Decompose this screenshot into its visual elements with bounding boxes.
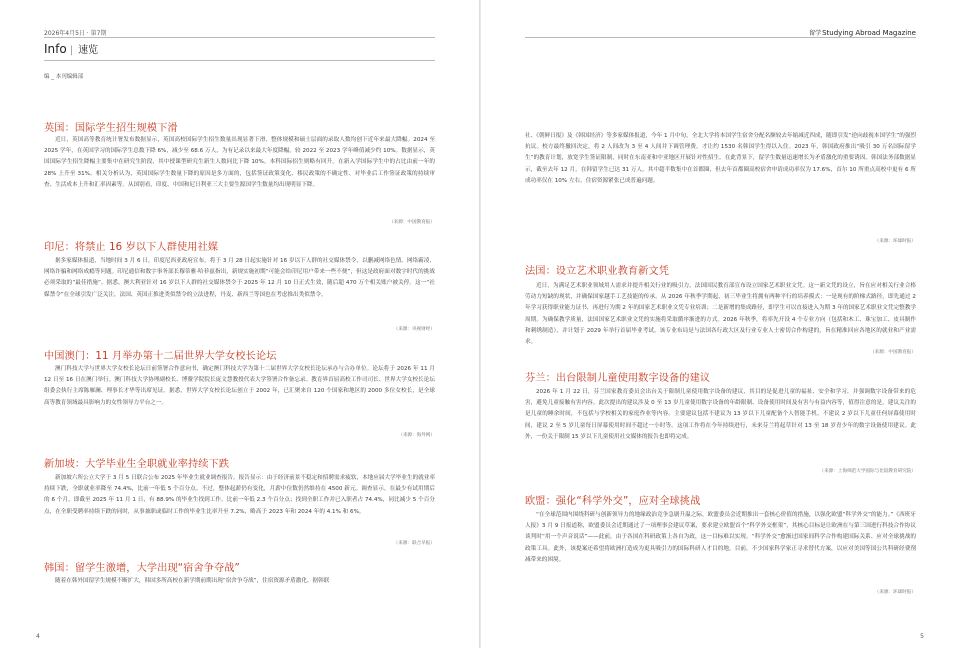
article-body: “在全球范围内围绕科研与创新领导力的地缘政治竞争急剧升温之际，欧盟委员会近期推出一套核心价值的措施，以强化欧盟“科学外交”的能力。”《西班牙人报》3 月 9 日报道称，欧盟委员会近期通过了一项理事会建议草案，要求建立欧盟首个“科学外交框架”，其核心目标是让欧洲在与第三国进行科技合作协议谈判时“用一个声音说话”——此前，由于各国在科研政策上各自为政，这一目标难以实现。“科学外交”愈渐过国家间科学合作构建国际关系、应对全球挑战的政策工具。此外，该提案还希望将欧洲打造成为更具吸引力的国际科研人才目的地，目前，不少国家科学家正寻求替代方案，以应对美国等国公共科研经费削减带来的困境。 bbox=[525, 512, 916, 563]
issue-date: 2026年4月5日 · 第7期 bbox=[44, 30, 107, 37]
article-body: 2026 年 1 月 22 日，芬兰国家教育委员会出台关于限制儿童使用数字设备的建议，其目的是促进儿童的福祉、安全和学习，并强调数字设备带来的危害，避免儿童接触有害内容。此次提出的建议涉及 0 至 13 岁儿童使用数字设备的年龄限制、设备使用时间及有害与有益内容等，值得注意的是，建议关注的是儿童的睡余时间，不包括与学校相关的家庭作业等内容。主要建议包括不建议为 13 岁以下儿童配备个人智能手机、不建议 2 岁以下儿童任何屏幕使用时间，建议 2 至 5 岁儿童每日屏幕使用时间不超过一小时等。这项工作将在今年持续进行，未来芬兰将起草针对 13 至 18 岁青少年的数字设备使用建议。此外，一份关于限制 15 岁以下儿童使用社交媒体的报告也即将完成。 bbox=[525, 389, 916, 440]
article-title: 欧盟：强化“科学外交”，应对全球挑战 bbox=[525, 496, 701, 507]
article-title: 印尼：将禁止 16 岁以下人群使用社媒 bbox=[44, 242, 219, 253]
section-title bbox=[44, 41, 98, 56]
article-source: （来源：中国教育报） bbox=[870, 350, 916, 355]
article-source: （来源：海外网） bbox=[398, 433, 435, 438]
article-source: （来源：央视财经） bbox=[393, 327, 435, 332]
magazine-name-text: Studying Abroad Magazine bbox=[822, 29, 916, 37]
article-body: 近日，英国高等教育统计署发布数据显示，英国高校国际学生招生数量出现显著下滑，整体规模和硕士层面的录取人数均创下近年来最大降幅。2024 至 2025 学年，在英国学习的国际学生总数下降 6%，减少至 68.6 万人，为有记录以来最大年度降幅。较 2022 至 2023 学年峰值减少约 10%。数据显示，英国国际学生招生降幅主要集中在研究生阶段，其中授课型研究生新生人数同比下降 10%。本科国际招生则略有回升。在新入学国际学生中的占比由前一年的 28% 上升至 31%。相关分析认为，英国国际学生数量下降的原因是多方面的，包括签证政策变化、移民政策的不确定性、对毕业后工作签证政策的持续审查、生活成本上升和汇率因素等。从国别看，印度、中国和尼日利亚三大主要生源国学生数量均出现明显下降。 bbox=[44, 137, 435, 188]
page-number: 4 bbox=[36, 633, 40, 640]
article-body: 新加坡六所公立大学于 3 月 5 日联合公布 2025 年毕业生就业调查报告。报告显示：由于经济前景不稳定和招聘需求疲软，本地应届大学毕业生的就业率持续下跌，全职就业率降至 74.4%，比前一年低 5 个百分点。不过，整体起薪仍有变化，月薪中位数仍然维持在 4500 新元。调查显示，在最少有试用期后的 6 个月，即截至 2025 年 11 月 1 日，有 88.9% 的毕业生找到工作，比前一年低 2.3 个百分点；找到全职工作并已入职者占 74.4%，同比减少 5 个百分点，在全职受聘率持续下跌的同时，从事兼职或临时工作的毕业生比率升至 7.2%，略高于 2023 年和 2024 年的 4.1% 和 6%。 bbox=[44, 475, 435, 515]
article-body: 社、《朝鲜日报》及《韩国经济》等多家媒体报道，今年 1 月中旬，全北大学将本国学生宿舍分配名额较去年缩减近四成，随即引发“逆向歧视本国学生”的强烈抗议。校方最终撤回决定，将 2 人间改为 3 至 4 人间并下调管理费，才让约 1530 名韩国学生得以入住。2023 年，韩国政府推出“吸引 30 万名国际留学生”的教育计划，放宽学生签证限制，同时在东南亚和中亚地区开展针对性招生。在此背景下，留学生数量迅速增长为矛盾激化的重要诱因。韩国法务部数据显示，截至去年 12 月，在韩留学生已达 31 万人，其中超半数集中在首都圈，但去年首都圈高校宿舍申请成功率仅为 17.6%，首尔 10 所重点高校中更有 6 所成功率仅在 10% 左右，住宿资源紧张已成普遍问题。 bbox=[525, 133, 916, 184]
article-source: （来源：环球时报） bbox=[874, 239, 916, 244]
article-source: （来源：上海师范大学国际与比较教育研究院） bbox=[819, 469, 916, 474]
article-source: （来源：联合早报） bbox=[393, 541, 435, 546]
header-rule bbox=[44, 37, 435, 38]
editor-credit-text: 编 _ 本刊编辑部 bbox=[44, 74, 84, 80]
article-source: （来源：中国教育报） bbox=[389, 220, 435, 225]
section-title-en: Info bbox=[44, 42, 67, 56]
magazine-logo-icon: 留学 bbox=[809, 30, 822, 37]
title-divider: | bbox=[69, 45, 74, 56]
article-body: 近日，为满足艺术职业领域用人需求并提升相关行业的吸引力，法国国民教育部宣布设立国家艺术职业文凭。这一新文凭的设立，旨在应对相关行业合格劳动力短缺的现状，并确保国家越手工艺技能的传承。从 2026 年秋季学期起，初三毕业生将拥有两种平行的培养模式：一是现有的阶梯式路径，即先通过 2 年学习获得职业能力证书，再进行为期 2 年的国家艺术职业文凭专业培训；二是新增的集成路径，即学生可以直接进入为期 3 年的国家艺术职业文凭完整教学周期。为确保教学质量，法国国家艺术职业文凭的实施将采取循序渐进的方式。2026 年秋季，将率先开设 4 个专业方向（包括和木工、珠宝加工、皮具制作和刺绣制造），并计划于 2029 年举行首届毕业考试。该专业布局是与法国各行政大区及行业专业人士密切合作构建的，旨在精准回应各地区的就业和产业需求。 bbox=[525, 283, 916, 346]
article-title: 英国：国际学生招生规模下滑 bbox=[44, 123, 178, 134]
article-body: 据多家媒体报道，当地时间 3 月 6 日，印度尼西亚政府宣布，将于 3 月 28 日起实施针对 16 岁以下人群的社交媒体禁令，以删减网络色情、网络霸凌、网络诈骗和网络成瘾等问题。印尼通信和数字事务部长穆蒂雅·哈菲兹指出，新规实施初期“可能会给印尼用户带来一些不便”，但这是政府面对数字时代的挑战必须采取的“最佳措施”。据悉，澳大利亚针对 16 岁以下人群的社交媒体禁令于 2025 年 12 月 10 日正式生效，随后超 470 万个相关账户被关停。这一“社媒禁令”在全球引发广泛关注，法国、英国正推进类似禁令的立法进程，丹麦、新西兰等国也在考虑推出类似禁令。 bbox=[44, 258, 435, 298]
editor-credit bbox=[44, 72, 83, 80]
article-body: 随着在韩外国留学生规模不断扩大，韩国多所高校在新学期前期出现“宿舍争夺战”，住宿资源矛盾激化。据韩联 bbox=[55, 578, 330, 584]
title-rule bbox=[44, 60, 435, 61]
header-rule bbox=[525, 37, 916, 38]
article-title: 中国澳门：11 月举办第十二届世界大学女校长论坛 bbox=[44, 351, 277, 362]
article-title: 新加坡：大学毕业生全职就业率持续下跌 bbox=[44, 459, 230, 470]
article-title: 韩国：留学生激增，大学出现“宿舍争夺战” bbox=[44, 563, 240, 574]
article-source: （来源：环球时报） bbox=[874, 590, 916, 595]
article-title: 法国：设立艺术职业教育新文凭 bbox=[525, 266, 670, 277]
right-page bbox=[481, 0, 960, 648]
page-number: 5 bbox=[920, 633, 924, 640]
magazine-name bbox=[809, 28, 916, 37]
article-title: 芬兰：出台限制儿童使用数字设备的建议 bbox=[525, 373, 711, 384]
section-title-zh: 速览 bbox=[78, 45, 99, 56]
article-body: 澳门科技大学与世界大学女校长论坛日前签署合作意向书，确定澳门科技大学为第十二届世界大学女校长论坛承办与合办单位。论坛将于 2026 年 11 月 12 日至 16 日在澳门举行。澳门科技大学协理副校长、博鳌学院院长庞文慧教授代表大学签署合作备忘录。教育界首屈高校工作司司长、世界大学女校长论坛组委会执行主席陈雁澜、理事长才华等出席见证。据悉，世界大学女校长论坛创立于 2002 年，已汇聚来自 120 个国家和地区的 2000 多位女校长，是全球高等教育领域最具影响力的女性领导力平台之一。 bbox=[44, 366, 435, 406]
